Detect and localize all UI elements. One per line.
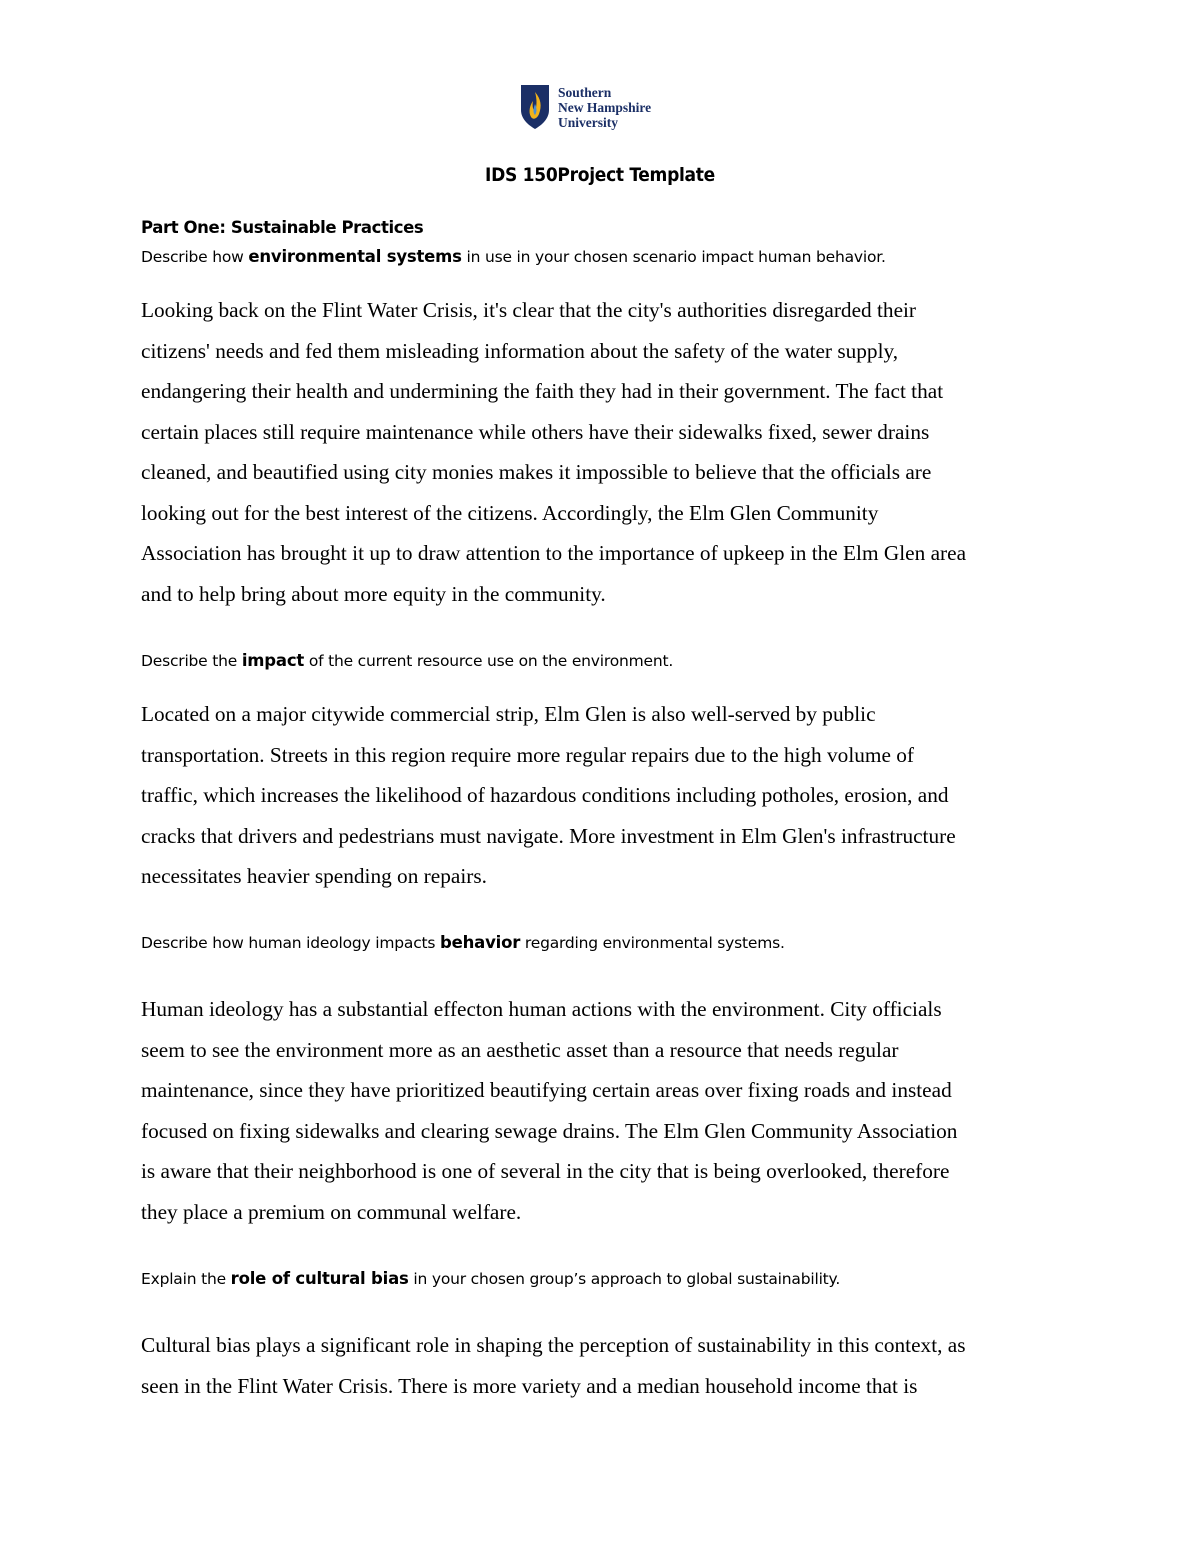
- prompt-text: Describe how human ideology impacts: [141, 934, 440, 952]
- university-logo: [520, 84, 690, 134]
- answer-line: focused on fixing sidewalks and clearing sewage drains. The Elm Glen Community Association: [141, 1118, 958, 1143]
- answer-line: seen in the Flint Water Crisis. There is more variety and a median household income that is: [141, 1373, 918, 1398]
- answer-line: Located on a major citywide commercial strip, Elm Glen is also well-served by public: [141, 702, 876, 726]
- answer-line: necessitates heavier spending on repairs.: [141, 864, 487, 888]
- prompt-text: regarding environmental systems.: [520, 934, 785, 952]
- answer-line: is aware that their neighborhood is one of several in the city that is being overlooked, therefore: [141, 1159, 950, 1183]
- prompt-text: of the current resource use on the environment.: [304, 652, 674, 670]
- prompt-text: in use in your chosen scenario impact human behavior.: [461, 248, 886, 266]
- answer-line: endangering their health and undermining the faith they had in their government. The fact that: [141, 379, 944, 403]
- logo-wordmark: [558, 85, 651, 130]
- prompt-emphasis: environmental systems: [248, 247, 462, 266]
- prompt-text: Describe how: [141, 248, 249, 266]
- answer-environmental-systems: [141, 290, 1061, 614]
- answer-line: maintenance, since they have prioritized beautifying certain areas over fixing roads and instead: [141, 1078, 952, 1102]
- logo-line-1: Southern: [558, 85, 612, 100]
- prompt-impact: [141, 651, 673, 670]
- prompt-cultural-bias: [141, 1269, 840, 1288]
- answer-line: looking out for the best interest of the citizens. Accordingly, the Elm Glen Community: [141, 500, 879, 525]
- answer-line: Cultural bias plays a significant role in shaping the perception of sustainability in this context, as: [141, 1333, 966, 1357]
- answer-line: certain places still require maintenance while others have their sidewalks fixed, sewer drains: [141, 419, 930, 444]
- prompt-emphasis: behavior: [440, 933, 521, 952]
- prompt-text: Explain the: [141, 1270, 231, 1288]
- logo-line-3: University: [558, 115, 618, 130]
- flame-shield-icon: [520, 84, 550, 130]
- answer-cultural-bias: [141, 1325, 1061, 1406]
- logo-line-2: New Hampshire: [558, 100, 652, 115]
- prompt-environmental-systems: [141, 247, 886, 266]
- answer-line: transportation. Streets in this region require more regular repairs due to the high volume of: [141, 742, 914, 767]
- answer-impact: [141, 694, 1061, 897]
- prompt-behavior: [141, 933, 785, 952]
- answer-line: cleaned, and beautified using city monies makes it impossible to believe that the officials are: [141, 460, 932, 484]
- answer-line: Looking back on the Flint Water Crisis, it's clear that the city's authorities disregarded their: [141, 298, 917, 322]
- section-heading: Part One: Sustainable Practices: [141, 218, 424, 237]
- prompt-emphasis: role of cultural bias: [230, 1269, 409, 1288]
- prompt-text: Describe the: [141, 652, 242, 670]
- prompt-emphasis: impact: [241, 651, 305, 670]
- answer-line: Human ideology has a substantial effecton human actions with the environment. City officials: [141, 997, 942, 1021]
- answer-line: cracks that drivers and pedestrians must navigate. More investment in Elm Glen's infrastructure: [141, 823, 956, 848]
- document-title: IDS 150Project Template: [485, 164, 715, 186]
- answer-line: and to help bring about more equity in the community.: [141, 581, 606, 606]
- answer-behavior: [141, 989, 1061, 1232]
- answer-line: Association has brought it up to draw attention to the importance of upkeep in the Elm Glen area: [141, 541, 967, 565]
- answer-line: traffic, which increases the likelihood of hazardous conditions including potholes, erosion, and: [141, 783, 949, 807]
- answer-line: seem to see the environment more as an aesthetic asset than a resource that needs regular: [141, 1037, 899, 1062]
- answer-line: they place a premium on communal welfare.: [141, 1199, 522, 1224]
- prompt-text: in your chosen group’s approach to global sustainability.: [408, 1270, 841, 1288]
- answer-line: citizens' needs and fed them misleading information about the safety of the water supply,: [141, 338, 899, 363]
